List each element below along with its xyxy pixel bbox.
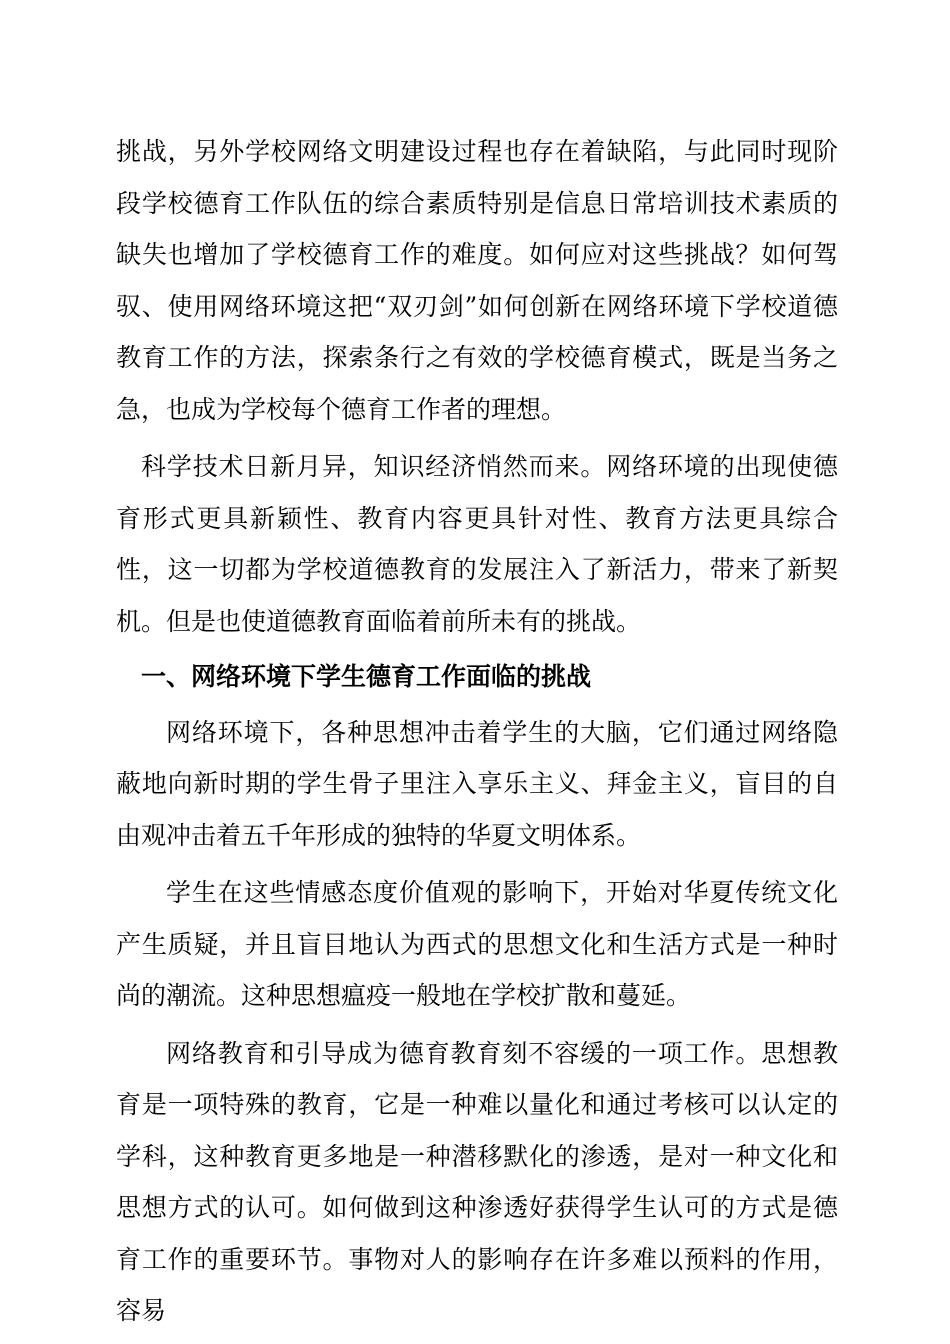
- paragraph-body: 网络环境下，各种思想冲击着学生的大脑，它们通过网络隐蔽地向新时期的学生骨子里注入享乐主义、拜金主义，盲目的自由观冲击着五千年形成的独特的华夏文明体系。: [116, 717, 838, 850]
- section-heading: 一、网络环境下学生德育工作面临的挑战: [141, 662, 592, 691]
- paragraph-intro: 科学技术日新月异，知识经济悄然而来。网络环境的出现使德育形式更具新颖性、教育内容更具针对性、教育方法更具综合性，这一切都为学校道德教育的发展注入了新活力，带来了新契机。但是也使道德教育面临着前所未有的挑战。: [116, 452, 838, 636]
- paragraph-continuation: 挑战，另外学校网络文明建设过程也存在着缺陷，与此同时现阶段学校德育工作队伍的综合素质特别是信息日常培训技术素质的缺失也增加了学校德育工作的难度。如何应对这些挑战？如何驾驭、使用网络环境这把“双刃剑”如何创新在网络环境下学校道德教育工作的方法，探索条行之有效的学校德育模式，既是当务之急，也成为学校每个德育工作者的理想。: [116, 137, 838, 424]
- paragraph-body: 学生在这些情感态度价值观的影响下，开始对华夏传统文化产生质疑，并且盲目地认为西式的思想文化和生活方式是一种时尚的潮流。这种思想瘟疫一般地在学校扩散和蔓延。: [116, 878, 838, 1010]
- paragraph-body: 网络教育和引导成为德育教育刻不容缓的一项工作。思想教育是一项特殊的教育，它是一种难以量化和通过考核可以认定的学科，这种教育更多地是一种潜移默化的渗透，是对一种文化和思想方式的认可。如何做到这种渗透好获得学生认可的方式是德育工作的重要环节。事物对人的影响存在许多难以预料的作用，容易: [116, 1038, 838, 1325]
- document-body: [116, 126, 838, 1337]
